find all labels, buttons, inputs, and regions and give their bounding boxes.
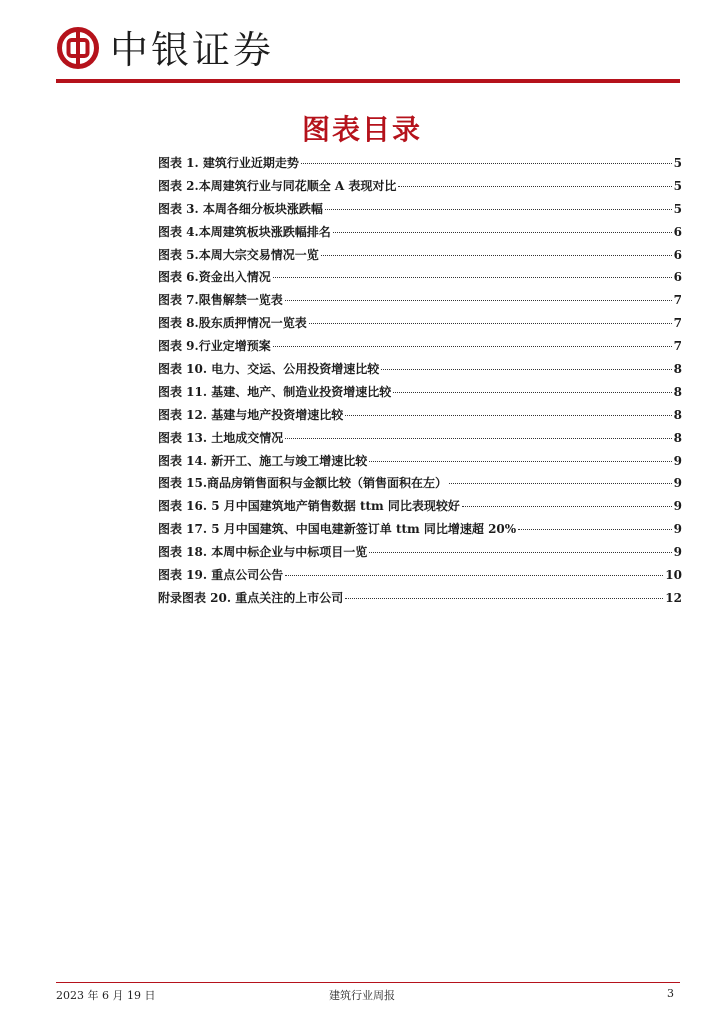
dot-leader [273,277,672,278]
toc-entry-label: 图表 12. 基建与地产投资增速比较 [158,407,344,422]
dot-leader [449,483,672,484]
toc-entry-page: 6 [673,270,682,285]
toc-entry-label: 图表 14. 新开工、施工与竣工增速比较 [158,453,368,468]
toc-entry-label: 图表 18. 本周中标企业与中标项目一览 [158,545,368,560]
dot-leader [309,323,672,324]
toc-entry[interactable] [158,474,682,497]
table-of-figures [158,154,682,612]
dot-leader [393,392,671,393]
toc-entry[interactable] [158,200,682,223]
toc-entry-label: 图表 1. 建筑行业近期走势 [158,156,299,170]
footer-page-number: 3 [667,987,674,1000]
toc-entry-page: 5 [673,178,682,193]
footer-report-name: 建筑行业周报 [329,989,395,1002]
toc-entry-label: 图表 2.本周建筑行业与同花顺全 A 表现对比 [158,178,397,193]
toc-entry[interactable] [158,246,682,269]
dot-leader [285,300,672,301]
toc-entry[interactable] [158,383,682,406]
dot-leader [285,575,663,576]
dot-leader [369,461,671,462]
footer-divider [56,982,680,983]
toc-entry[interactable] [158,566,682,589]
toc-entry-label: 图表 19. 重点公司公告 [158,568,284,583]
dot-leader [369,552,671,553]
toc-entry[interactable] [158,337,682,360]
toc-entry[interactable] [158,360,682,383]
toc-entry-label: 图表 3. 本周各细分板块涨跌幅 [158,201,323,216]
toc-entry-label: 附录图表 20. 重点关注的上市公司 [158,590,344,605]
toc-entry-label: 图表 11. 基建、地产、制造业投资增速比较 [158,384,392,399]
toc-entry-page: 8 [673,384,682,399]
toc-entry[interactable] [158,177,682,200]
toc-entry-label: 图表 10. 电力、交运、公用投资增速比较 [158,362,380,377]
dot-leader [285,438,671,439]
toc-entry-label: 图表 9.行业定增预案 [158,339,271,354]
toc-entry-page: 7 [673,316,682,331]
dot-leader [462,506,672,507]
dot-leader [398,186,671,187]
footer-date: 2023 年 6 月 19 日 [56,989,156,1002]
dot-leader [321,255,672,256]
dot-leader [345,415,671,416]
toc-entry[interactable] [158,154,682,177]
toc-entry-label: 图表 6.资金出入情况 [158,270,271,285]
toc-entry[interactable] [158,291,682,314]
dot-leader [273,346,672,347]
toc-entry-page: 9 [673,476,682,491]
toc-entry-label: 图表 4.本周建筑板块涨跌幅排名 [158,224,331,239]
toc-entry[interactable] [158,223,682,246]
toc-entry[interactable] [158,406,682,429]
toc-entry-page: 7 [673,293,682,308]
toc-entry[interactable] [158,543,682,566]
toc-entry-label: 图表 13. 土地成交情况 [158,430,284,445]
toc-entry-label: 图表 17. 5 月中国建筑、中国电建新签订单 ttm 同比增速超 20% [158,522,517,537]
header-divider [56,79,680,83]
toc-entry-page: 8 [673,407,682,422]
toc-entry-label: 图表 5.本周大宗交易情况一览 [158,247,319,262]
bank-of-china-logo-icon [56,26,100,70]
toc-entry-page: 8 [673,430,682,445]
toc-entry[interactable] [158,497,682,520]
dot-leader [301,163,672,164]
toc-entry-page: 9 [673,453,682,468]
toc-entry-page: 12 [665,590,682,605]
toc-entry[interactable] [158,314,682,337]
dot-leader [345,598,663,599]
toc-entry-page: 9 [673,545,682,560]
toc-entry[interactable] [158,268,682,291]
dot-leader [518,529,671,530]
toc-entry[interactable] [158,520,682,543]
toc-entry-page: 10 [665,568,682,583]
toc-entry-label: 图表 8.股东质押情况一览表 [158,316,307,331]
toc-entry-page: 5 [673,201,682,216]
toc-entry-label: 图表 15.商品房销售面积与金额比较（销售面积在左） [158,476,448,491]
dot-leader [325,209,672,210]
toc-entry-page: 8 [673,362,682,377]
toc-entry[interactable] [158,452,682,475]
brand-name: 中银证券 [110,28,275,72]
dot-leader [333,232,672,233]
toc-entry[interactable] [158,589,682,612]
toc-entry-page: 9 [673,522,682,537]
toc-entry-label: 图表 7.限售解禁一览表 [158,293,283,308]
toc-entry-page: 7 [673,339,682,354]
dot-leader [381,369,671,370]
toc-entry-label: 图表 16. 5 月中国建筑地产销售数据 ttm 同比表现较好 [158,499,460,514]
page-header [56,26,680,78]
toc-entry-page: 6 [673,224,682,239]
toc-entry-page: 6 [673,247,682,262]
toc-entry[interactable] [158,429,682,452]
toc-entry-page: 9 [673,499,682,514]
toc-entry-page: 5 [673,156,682,170]
page-title: 图表目录 [301,113,422,146]
